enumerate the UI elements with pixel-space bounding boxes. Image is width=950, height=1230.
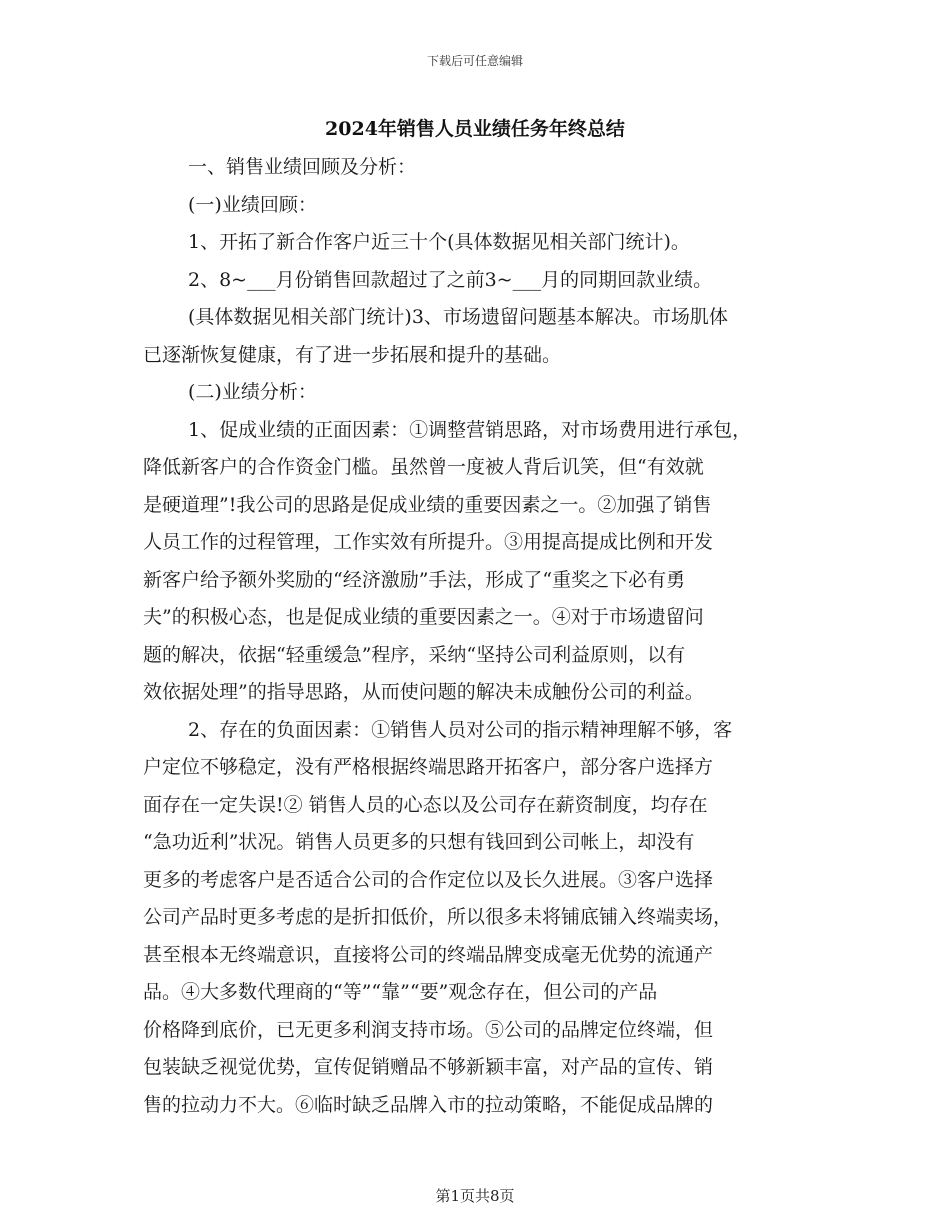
paragraph-line: 公司产品时更多考虑的是折扣低价，所以很多未将铺底铺入终端卖场，	[143, 906, 733, 928]
document-title: 2024年销售人员业绩任务年终总结	[325, 118, 625, 140]
paragraph-line: 面存在一定失误!② 销售人员的心态以及公司存在薪资制度，均存在	[143, 793, 708, 816]
paragraph-line: 甚至根本无终端意识，直接将公司的终端品牌变成毫无优势的流通产	[143, 943, 714, 966]
paragraph-line: 售的拉动力不大。⑥临时缺乏品牌入市的拉动策略，不能促成品牌的	[143, 1093, 714, 1116]
paragraph-line: 2、存在的负面因素：①销售人员对公司的指示精神理解不够，客	[188, 718, 733, 741]
paragraph-line: 已逐渐恢复健康，有了进一步拓展和提升的基础。	[143, 343, 562, 366]
paragraph-line: 品。④大多数代理商的“等”“靠”“要”观念存在，但公司的产品	[143, 981, 658, 1003]
document-body	[143, 149, 823, 1124]
paragraph-line: 题的解决，依据“轻重缓急”程序，采纳“坚持公司利益原则，以有	[143, 643, 686, 666]
paragraph-line: 夫”的积极心态，也是促成业绩的重要因素之一。④对于市场遗留问	[143, 606, 704, 628]
paragraph-line: 效依据处理”的指导思路，从而使问题的解决未成触份公司的利益。	[143, 681, 704, 703]
paragraph-line: 价格降到底价，已无更多利润支持市场。⑤公司的品牌定位终端，但	[143, 1018, 714, 1041]
header-note: 下载后可任意编辑	[426, 54, 523, 68]
paragraph-line: (具体数据见相关部门统计)3、市场遗留问题基本解决。市场肌体	[188, 306, 728, 328]
paragraph-line: 包装缺乏视觉优势，宣传促销赠品不够新颖丰富，对产品的宣传、销	[143, 1056, 714, 1078]
paragraph-line: 人员工作的过程管理，工作实效有所提升。③用提高提成比例和开发	[143, 531, 714, 553]
paragraph-line: 1、开拓了新合作客户近三十个(具体数据见相关部门统计)。	[188, 231, 690, 253]
subsection-heading: (二)业绩分析：	[188, 381, 317, 403]
paragraph-line: 降低新客户的合作资金门槛。虽然曾一度被人背后讥笑，但“有效就	[143, 456, 704, 478]
subsection-heading: (一)业绩回顾：	[188, 193, 317, 216]
paragraph-line: “急功近利”状况。销售人员更多的只想有钱回到公司帐上，却没有	[143, 831, 695, 853]
section-heading: 一、销售业绩回顾及分析：	[188, 156, 417, 178]
paragraph-line: 是硬道理”!我公司的思路是促成业绩的重要因素之一。②加强了销售	[143, 493, 712, 516]
paragraph-line: 户定位不够稳定，没有严格根据终端思路开拓客户，部分客户选择方	[143, 756, 714, 778]
paragraph-line: 2、8~___月份销售回款超过了之前3~___月的同期回款业绩。	[188, 268, 713, 291]
paragraph-line: 新客户给予额外奖励的“经济激励”手法，形成了“重奖之下必有勇	[143, 568, 686, 591]
paragraph-line: 更多的考虑客户是否适合公司的合作定位以及长久进展。③客户选择	[143, 868, 714, 891]
paragraph-line: 1、促成业绩的正面因素：①调整营销思路，对市场费用进行承包，	[188, 418, 752, 441]
page-footer: 第1页共8页	[435, 1187, 515, 1205]
